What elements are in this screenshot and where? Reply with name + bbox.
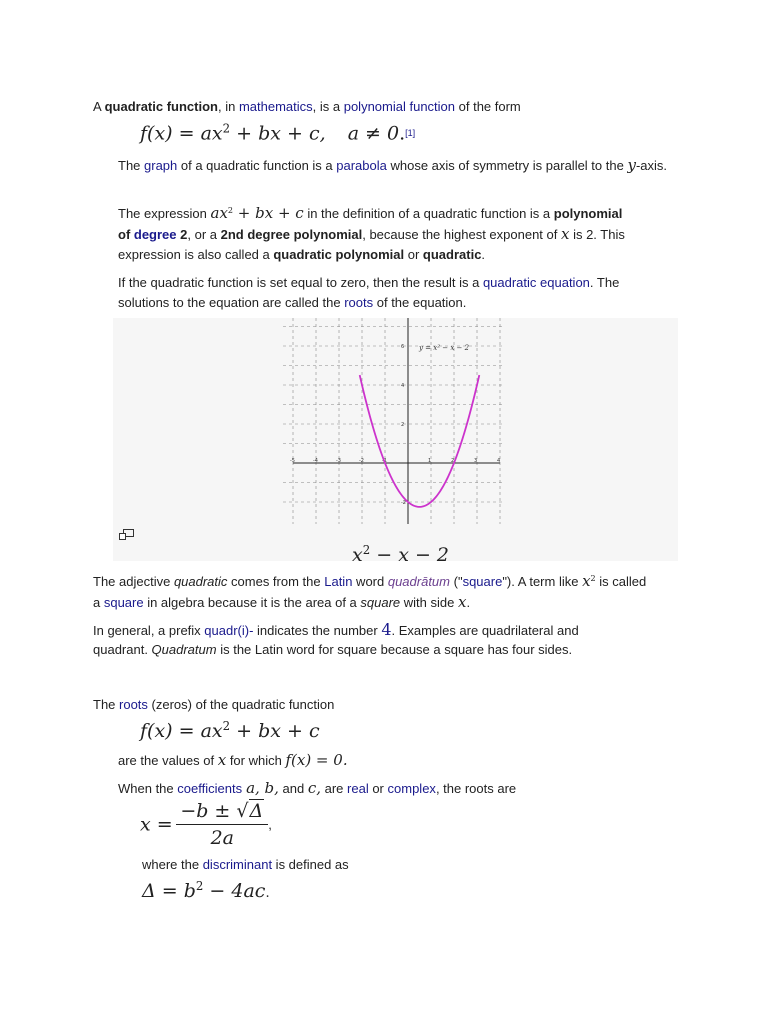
figure-caption: [352, 542, 449, 569]
text: A: [93, 99, 105, 114]
prefix-paragraph-line1: [93, 620, 579, 641]
formula-condition: a ≠ 0: [347, 122, 400, 145]
link-real[interactable]: real: [347, 781, 369, 796]
number-four: 4: [381, 620, 392, 639]
term-polynomial: polynomial: [553, 206, 623, 221]
roots-formula: [140, 718, 320, 745]
parabola-graph: [283, 318, 505, 524]
link-quadratum[interactable]: quadrātum: [387, 574, 450, 589]
link-square[interactable]: square: [462, 574, 503, 589]
text: is defined as: [272, 857, 349, 872]
text: The adjective: [93, 574, 174, 589]
expression-paragraph-line2: [118, 224, 625, 245]
zero-paragraph-line1: [118, 273, 619, 293]
link-square-2[interactable]: square: [103, 595, 144, 610]
var-x: x: [582, 572, 591, 590]
prefix-paragraph-line2: [93, 640, 572, 660]
var-y: y: [627, 156, 636, 174]
fraction-denominator: 2a: [210, 827, 234, 849]
link-discriminant[interactable]: discriminant: [202, 857, 273, 872]
caption-exponent: 2: [362, 542, 371, 557]
x-tick-label: -1: [382, 458, 387, 464]
values-line: [118, 750, 348, 771]
text: quadrant.: [93, 642, 152, 657]
y-tick-label: 4: [401, 383, 405, 389]
fx-equals-zero: f(x) = 0.: [285, 751, 348, 769]
text: expression is also called a: [118, 247, 274, 262]
roots-intro: [93, 695, 334, 715]
var-x: x: [457, 593, 467, 611]
text: and: [278, 781, 308, 796]
link-graph[interactable]: graph: [144, 158, 178, 173]
expression-bx-c: + bx + c: [233, 204, 304, 222]
plot-label: y = x² − x − 2: [419, 344, 470, 352]
disc-rhs: − 4ac: [203, 880, 266, 902]
term-quadratic: quadratic: [422, 247, 482, 262]
formula-period: .: [399, 122, 406, 145]
link-quadratic-equation[interactable]: quadratic equation: [482, 275, 590, 290]
quadratic-fraction: [176, 800, 268, 849]
text: . The: [589, 275, 620, 290]
link-polynomial-function[interactable]: polynomial function: [343, 99, 456, 114]
link-latin[interactable]: Latin: [324, 574, 353, 589]
text: In general, a prefix: [93, 623, 205, 638]
formula-lhs: f(x) = ax: [140, 122, 223, 145]
x-tick-label: -2: [359, 458, 364, 464]
disc-lhs: Δ = b: [142, 880, 196, 902]
text: of a quadratic function is a: [177, 158, 337, 173]
italic-square: square: [360, 595, 401, 610]
formula-rhs: + bx + c: [230, 720, 320, 742]
y-tick-label: 2: [401, 422, 405, 428]
text: of the equation.: [373, 295, 467, 310]
y-tick-label: -2: [401, 500, 406, 506]
text: , is a: [312, 99, 344, 114]
link-quadr-i[interactable]: quadr(i)-: [204, 623, 254, 638]
link-roots-2[interactable]: roots: [119, 697, 148, 712]
text: (": [450, 574, 463, 589]
text: comes from the: [227, 574, 325, 589]
comma: ,: [268, 817, 272, 832]
text: solutions to the equation are called the: [118, 295, 345, 310]
expression-paragraph-line1: [118, 203, 622, 224]
link-coefficients[interactable]: coefficients: [177, 781, 243, 796]
text: .: [466, 595, 471, 610]
text: If the quadratic function is set equal to zero, then the result is a: [118, 275, 483, 290]
text: The: [93, 697, 120, 712]
y-tick-label: 6: [401, 344, 405, 350]
italic-quadratic: quadratic: [173, 574, 228, 589]
text: -axis.: [635, 158, 667, 173]
var-x: x: [560, 225, 570, 243]
term-quadratic-function: quadratic function: [104, 99, 218, 114]
text: in the definition of a quadratic function is a: [303, 206, 554, 221]
text: When the: [118, 781, 178, 796]
zero-paragraph-line2: [118, 293, 466, 313]
numerator-text: −b ± √: [180, 800, 249, 822]
expression-paragraph-line3: [118, 245, 485, 265]
text: in algebra because it is the area of a: [143, 595, 361, 610]
formula-exponent: 2: [222, 121, 231, 136]
text: 2: [176, 227, 188, 242]
link-roots[interactable]: roots: [344, 295, 374, 310]
caption-rest: − x − 2: [370, 544, 450, 566]
text: is 2. This: [569, 227, 625, 242]
text: is called: [595, 574, 647, 589]
main-formula: [140, 120, 415, 148]
discriminant-formula: [142, 878, 270, 907]
graph-paragraph: [118, 155, 670, 176]
discriminant-line: [142, 855, 349, 875]
x-tick-label: 4: [497, 458, 501, 464]
formula-rhs: + bx + c,: [230, 122, 326, 145]
fraction-numerator: [176, 800, 268, 825]
x-tick-label: -5: [290, 458, 295, 464]
formula-lhs: f(x) = ax: [140, 720, 223, 742]
coefficients-line: [118, 778, 516, 799]
text: indicates the number: [253, 623, 382, 638]
expression-ax: ax: [210, 204, 228, 222]
text: , in: [217, 99, 239, 114]
disc-exponent: 2: [195, 878, 204, 893]
link-mathematics[interactable]: mathematics: [238, 99, 313, 114]
intro-paragraph: [93, 97, 521, 117]
quadratic-formula: [140, 800, 272, 849]
text: word: [352, 574, 388, 589]
quadratic-lhs: x =: [140, 813, 173, 836]
x-tick-label: 1: [428, 458, 432, 464]
vars-a-b: a, b,: [246, 779, 279, 797]
text: , the roots are: [435, 781, 517, 796]
text: .: [481, 247, 486, 262]
text: is the Latin word for square because a square has four sides.: [216, 642, 573, 657]
text: or: [404, 247, 423, 262]
reference-link[interactable]: [1]: [405, 128, 416, 138]
graph-ticks: [290, 344, 500, 506]
text: The expression: [118, 206, 211, 221]
var-c: c,: [307, 779, 322, 797]
term-2nd-degree-polynomial: 2nd degree polynomial: [220, 227, 363, 242]
caption-x: x: [352, 544, 363, 566]
exponent: 2: [590, 574, 596, 584]
text: for which: [226, 753, 286, 768]
text: where the: [142, 857, 203, 872]
link-parabola[interactable]: parabola: [336, 158, 387, 173]
text: a: [93, 595, 104, 610]
text: or: [368, 781, 388, 796]
graph-grid: [283, 318, 505, 524]
italic-quadratum: Quadratum: [151, 642, 217, 657]
text: , because the highest exponent of: [362, 227, 561, 242]
text: of: [118, 227, 134, 242]
expression-exponent: 2: [227, 206, 234, 216]
text: . Examples are quadrilateral and: [391, 623, 579, 638]
text: "). A term like: [502, 574, 583, 589]
text: whose axis of symmetry is parallel to the: [386, 158, 628, 173]
text: are the values of: [118, 753, 218, 768]
text: are: [321, 781, 348, 796]
x-tick-label: -4: [313, 458, 318, 464]
period: .: [265, 886, 270, 901]
text: of the form: [455, 99, 521, 114]
text: with side: [400, 595, 458, 610]
adjective-paragraph-line2: [93, 592, 470, 613]
text: , or a: [187, 227, 221, 242]
delta-symbol: Δ: [249, 800, 264, 822]
enlarge-icon[interactable]: [119, 529, 135, 541]
term-quadratic-polynomial: quadratic polynomial: [273, 247, 405, 262]
parabola-curve: [360, 375, 480, 507]
formula-exponent: 2: [222, 718, 231, 733]
adjective-paragraph-line1: [93, 571, 646, 592]
text: The: [118, 158, 145, 173]
x-tick-label: 2: [451, 458, 455, 464]
link-complex[interactable]: complex: [387, 781, 436, 796]
text: (zeros) of the quadratic function: [147, 697, 335, 712]
x-tick-label: 3: [474, 458, 478, 464]
var-x: x: [217, 751, 227, 769]
link-degree[interactable]: degree: [133, 227, 177, 242]
x-tick-label: -3: [336, 458, 341, 464]
